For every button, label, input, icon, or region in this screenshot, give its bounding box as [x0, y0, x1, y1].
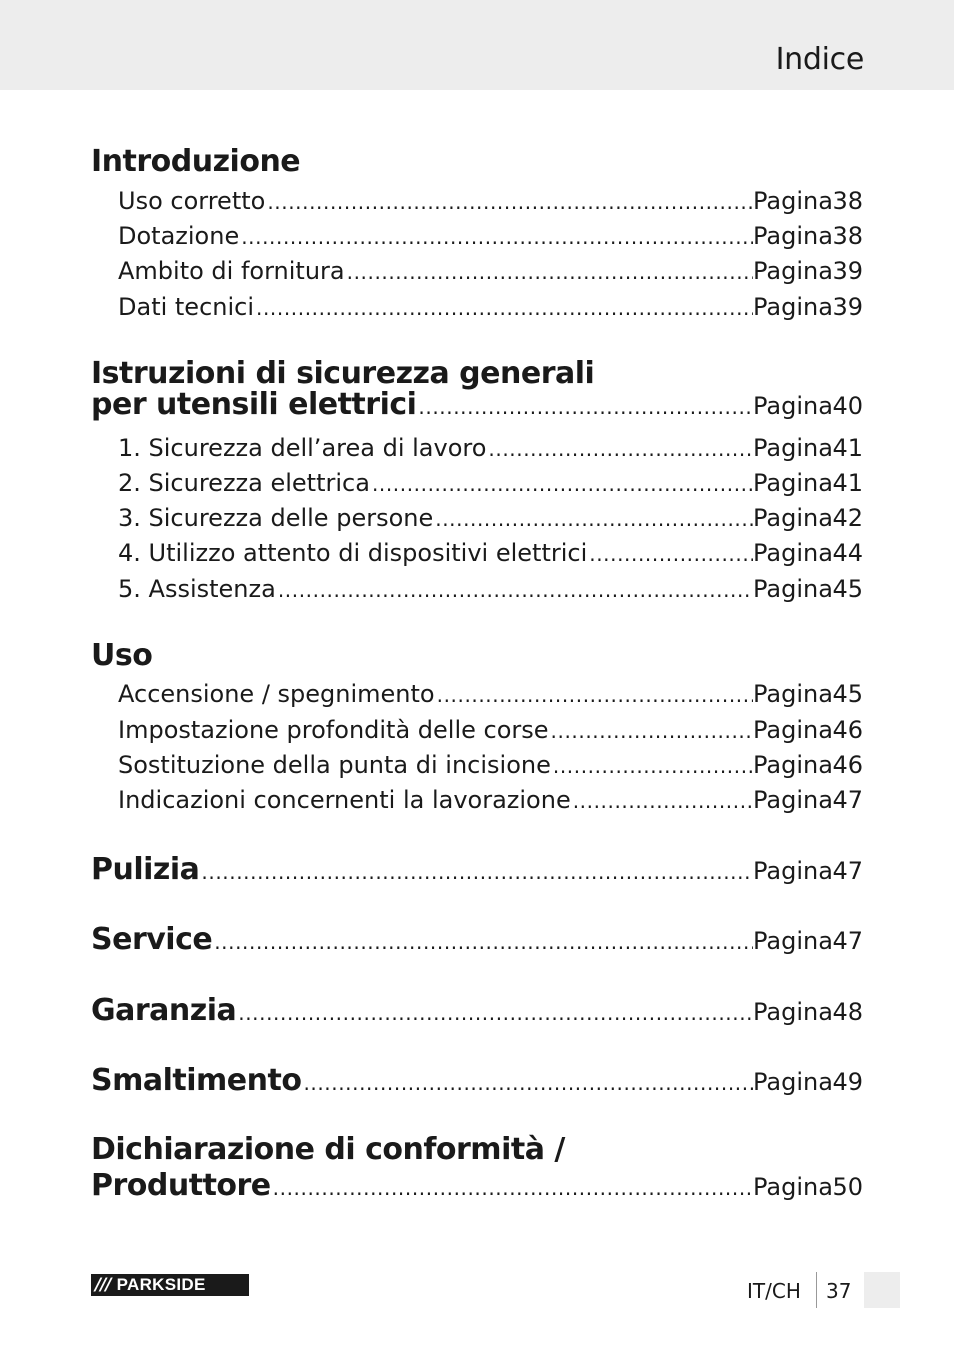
toc-page-word: Pagina — [753, 575, 833, 603]
toc-page-number: 45 — [832, 680, 863, 708]
toc-entry[interactable] — [118, 292, 863, 323]
toc-page-word: Pagina — [753, 1173, 833, 1201]
logo-stripes: /// — [95, 1275, 111, 1295]
toc-page-number: 38 — [832, 187, 863, 215]
toc-entry-label: Dati tecnici — [118, 293, 255, 321]
dot-leader — [488, 434, 753, 464]
toc-entry[interactable] — [118, 433, 863, 464]
toc-entry[interactable] — [118, 221, 863, 252]
footer-language: IT/CH — [747, 1279, 801, 1303]
section-heading: Garanzia — [91, 993, 237, 1028]
toc-page-number: 44 — [832, 539, 863, 567]
section-heading: Dichiarazione di conformità / — [91, 1132, 565, 1167]
toc-page-word: Pagina — [753, 716, 833, 744]
toc-page-word: Pagina — [753, 680, 833, 708]
toc-page-word: Pagina — [753, 434, 833, 462]
dot-leader — [372, 469, 753, 499]
dot-leader — [273, 1170, 753, 1206]
dot-leader — [214, 924, 753, 960]
toc-page-number: 47 — [832, 786, 863, 814]
toc-page-number: 40 — [832, 392, 863, 420]
logo-text: PARKSIDE — [116, 1275, 206, 1294]
toc-page-word: Pagina — [753, 786, 833, 814]
footer-divider — [816, 1272, 817, 1308]
toc-entry-label: Ambito di fornitura — [118, 257, 345, 285]
toc-entry-label: 5. Assistenza — [118, 575, 276, 603]
toc-entry-label: Sostituzione della punta di incisione — [118, 751, 551, 779]
toc-entry-label: 4. Utilizzo attento di dispositivi elettrici — [118, 539, 588, 567]
toc-page-number: 50 — [832, 1173, 863, 1201]
toc-page-number: 47 — [832, 927, 863, 955]
toc-entry-label: Uso corretto — [118, 187, 266, 215]
toc-entry-label: Impostazione profondità delle corse — [118, 716, 549, 744]
toc-entry[interactable] — [118, 538, 863, 569]
toc-page-number: 48 — [832, 998, 863, 1026]
section-heading-line2: Produttore — [91, 1168, 271, 1203]
section-heading: Uso — [91, 638, 153, 673]
toc-entry-label: 3. Sicurezza delle persone — [118, 504, 434, 532]
dot-leader — [589, 539, 753, 569]
toc-entry[interactable] — [118, 715, 863, 746]
dot-leader — [418, 392, 753, 422]
section-heading-line2: per utensili elettrici — [91, 390, 417, 422]
toc-page-word: Pagina — [753, 392, 833, 420]
toc-page-word: Pagina — [753, 187, 833, 215]
toc-page-number: 41 — [832, 469, 863, 497]
toc-page-number: 49 — [832, 1068, 863, 1096]
dot-leader — [347, 257, 753, 287]
toc-page-number: 46 — [832, 751, 863, 779]
section-heading: Introduzione — [91, 144, 301, 179]
toc-page-number: 39 — [832, 293, 863, 321]
section-heading: Pulizia — [91, 852, 200, 887]
toc-page-number: 47 — [832, 857, 863, 885]
section-heading: Smaltimento — [91, 1063, 302, 1098]
toc-entry[interactable] — [118, 574, 863, 605]
toc-entry[interactable] — [118, 468, 863, 499]
toc-page-word: Pagina — [753, 751, 833, 779]
toc-page-word: Pagina — [753, 469, 833, 497]
parkside-logo — [91, 1274, 249, 1296]
toc-entry-label: 2. Sicurezza elettrica — [118, 469, 370, 497]
toc-page-word: Pagina — [753, 927, 833, 955]
dot-leader — [553, 751, 753, 781]
footer-page-number: 37 — [826, 1279, 852, 1303]
toc-page-word: Pagina — [753, 1068, 833, 1096]
dot-leader — [267, 187, 753, 217]
toc-section-entry[interactable] — [91, 993, 863, 1031]
toc-entry[interactable] — [118, 503, 863, 534]
section-istruzioni-sicurezza — [91, 356, 863, 392]
toc-page-word: Pagina — [753, 257, 833, 285]
toc-entry-label: Indicazioni concernenti la lavorazione — [118, 786, 571, 814]
dot-leader — [201, 854, 753, 890]
toc-page-number: 41 — [832, 434, 863, 462]
toc-entry[interactable] — [118, 256, 863, 287]
toc-page-number: 46 — [832, 716, 863, 744]
toc-page-number: 45 — [832, 575, 863, 603]
dot-leader — [256, 293, 753, 323]
dot-leader — [573, 786, 753, 816]
toc-section-entry[interactable] — [91, 922, 863, 960]
toc-page-word: Pagina — [753, 539, 833, 567]
toc-section-entry[interactable] — [91, 390, 863, 422]
toc-entry[interactable] — [118, 750, 863, 781]
toc-entry[interactable] — [118, 186, 863, 217]
section-dichiarazione — [91, 1132, 863, 1168]
footer-tab-box — [864, 1272, 900, 1308]
toc-page-number: 38 — [832, 222, 863, 250]
toc-section-entry[interactable] — [91, 1168, 863, 1206]
toc-entry[interactable] — [118, 785, 863, 816]
toc-entry-label: Accensione / spegnimento — [118, 680, 435, 708]
toc-page-number: 39 — [832, 257, 863, 285]
page-title: Indice — [775, 42, 864, 77]
section-heading: Service — [91, 922, 213, 957]
dot-leader — [241, 222, 753, 252]
dot-leader — [303, 1065, 753, 1101]
toc-page-word: Pagina — [753, 998, 833, 1026]
toc-page-number: 42 — [832, 504, 863, 532]
toc-entry-label: Dotazione — [118, 222, 240, 250]
toc-page-word: Pagina — [753, 293, 833, 321]
dot-leader — [551, 716, 753, 746]
section-uso — [91, 638, 863, 674]
dot-leader — [435, 504, 753, 534]
toc-page-word: Pagina — [753, 857, 833, 885]
toc-page-word: Pagina — [753, 222, 833, 250]
dot-leader — [238, 995, 753, 1031]
toc-entry-label: 1. Sicurezza dell’area di lavoro — [118, 434, 487, 462]
toc-section-entry[interactable] — [91, 1063, 863, 1101]
toc-section-entry[interactable] — [91, 852, 863, 890]
toc-page-word: Pagina — [753, 504, 833, 532]
toc-entry[interactable] — [118, 679, 863, 710]
dot-leader — [278, 575, 753, 605]
section-introduzione — [91, 144, 863, 180]
dot-leader — [437, 680, 753, 710]
section-heading: Istruzioni di sicurezza generali — [91, 356, 595, 391]
